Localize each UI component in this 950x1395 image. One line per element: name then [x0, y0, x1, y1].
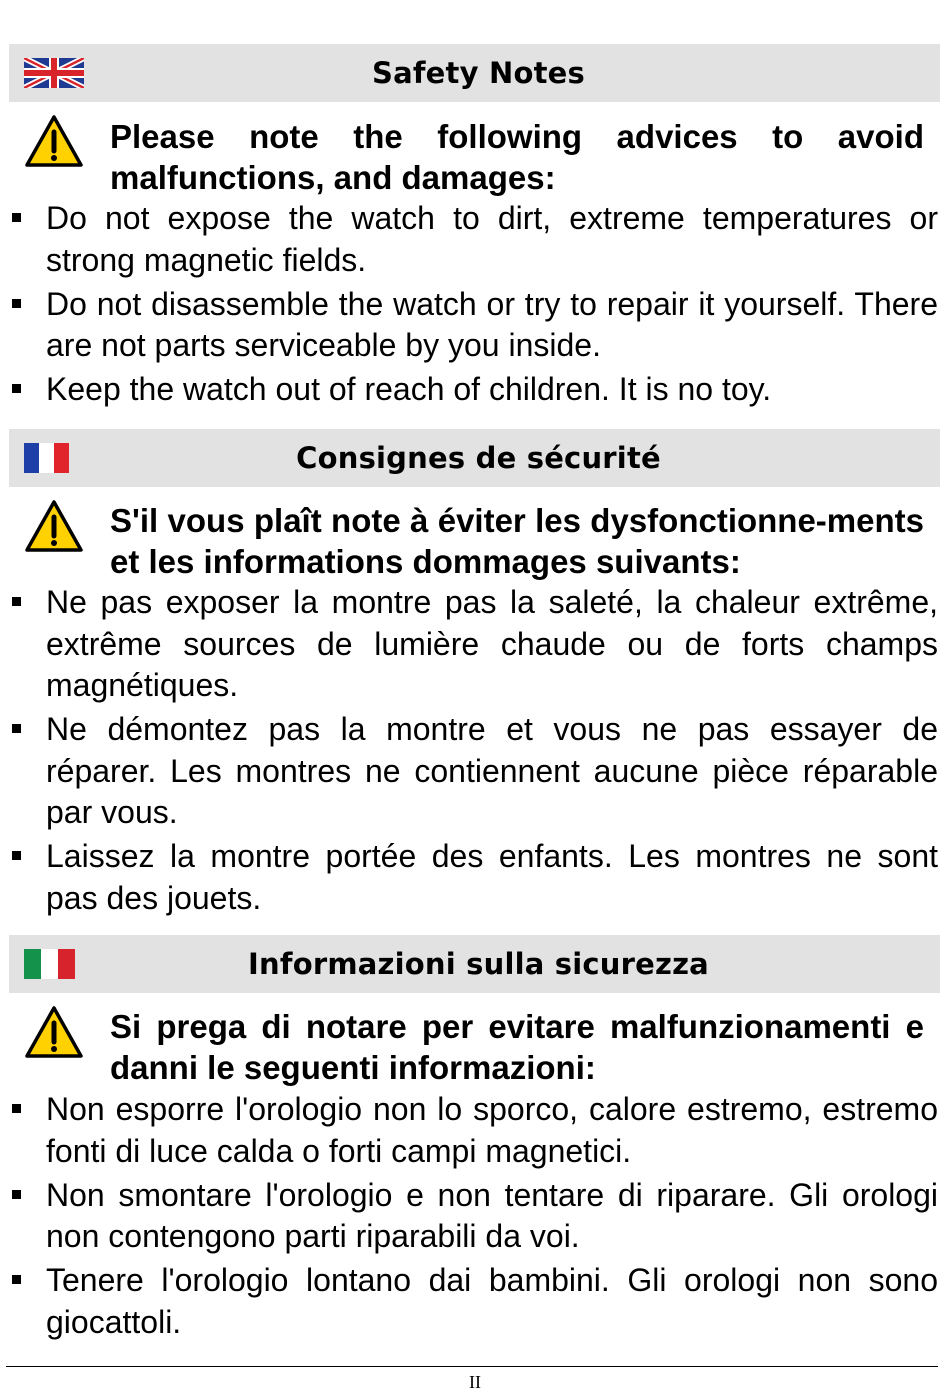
list-item [0, 582, 938, 707]
warning-icon [24, 1005, 84, 1059]
section-header-french [9, 429, 940, 487]
list-item [0, 369, 938, 411]
list-item-text: Ne pas exposer la montre pas la saleté, la chaleur extrême, extrême sources de lumière chaude ou de forts champs magnétiques. [46, 584, 938, 703]
safety-list-english [0, 198, 938, 413]
bullet-icon [12, 1275, 21, 1284]
list-item-text: Ne démontez pas la montre et vous ne pas essayer de réparer. Les montres ne contiennent aucune pièce réparable par vous. [46, 711, 938, 830]
list-item [0, 836, 938, 919]
section-title: Informazioni sulla sicurezza [248, 947, 709, 981]
bullet-icon [12, 384, 21, 393]
bullet-icon [12, 299, 21, 308]
warning-text: S'il vous plaît note à éviter les dysfonctionne-ments et les informations dommages suivants: [110, 502, 924, 580]
list-item-text: Non smontare l'orologio e non tentare di riparare. Gli orologi non contengono parti riparabili da voi. [46, 1176, 938, 1254]
section-header-italian [9, 935, 940, 993]
warning-icon [24, 114, 84, 168]
safety-list-italian [0, 1089, 938, 1346]
warning-icon [24, 499, 84, 553]
warning-text: Please note the following advices to avoid malfunctions, and damages: [110, 118, 924, 196]
list-item-text: Laissez la montre portée des enfants. Les montres ne sont pas des jouets. [46, 838, 938, 916]
list-item-text: Non esporre l'orologio non lo sporco, calore estremo, estremo fonti di luce calda o forti campi magnetici. [46, 1091, 938, 1169]
list-item-text: Do not disassemble the watch or try to repair it yourself. There are not parts serviceable by you inside. [46, 285, 938, 363]
list-item [0, 1260, 938, 1343]
list-item [0, 709, 938, 834]
list-item-text: Do not expose the watch to dirt, extreme temperatures or strong magnetic fields. [46, 200, 938, 278]
list-item [0, 1175, 938, 1258]
footer-divider [6, 1366, 938, 1367]
list-item [0, 198, 938, 281]
list-item-text: Keep the watch out of reach of children. It is no toy. [46, 371, 772, 407]
list-item [0, 1089, 938, 1172]
bullet-icon [12, 213, 21, 222]
bullet-icon [12, 1104, 21, 1113]
safety-list-french [0, 582, 938, 922]
bullet-icon [12, 724, 21, 733]
warning-text: Si prega di notare per evitare malfunzionamenti e danni le seguenti informazioni: [110, 1008, 924, 1086]
page-number: II [469, 1372, 481, 1392]
section-title: Safety Notes [372, 56, 585, 90]
section-header-english [9, 44, 940, 102]
list-item [0, 284, 938, 367]
bullet-icon [12, 597, 21, 606]
list-item-text: Tenere l'orologio lontano dai bambini. Gli orologi non sono giocattoli. [46, 1262, 938, 1340]
bullet-icon [12, 1190, 21, 1199]
bullet-icon [12, 851, 21, 860]
section-title: Consignes de sécurité [296, 441, 661, 475]
